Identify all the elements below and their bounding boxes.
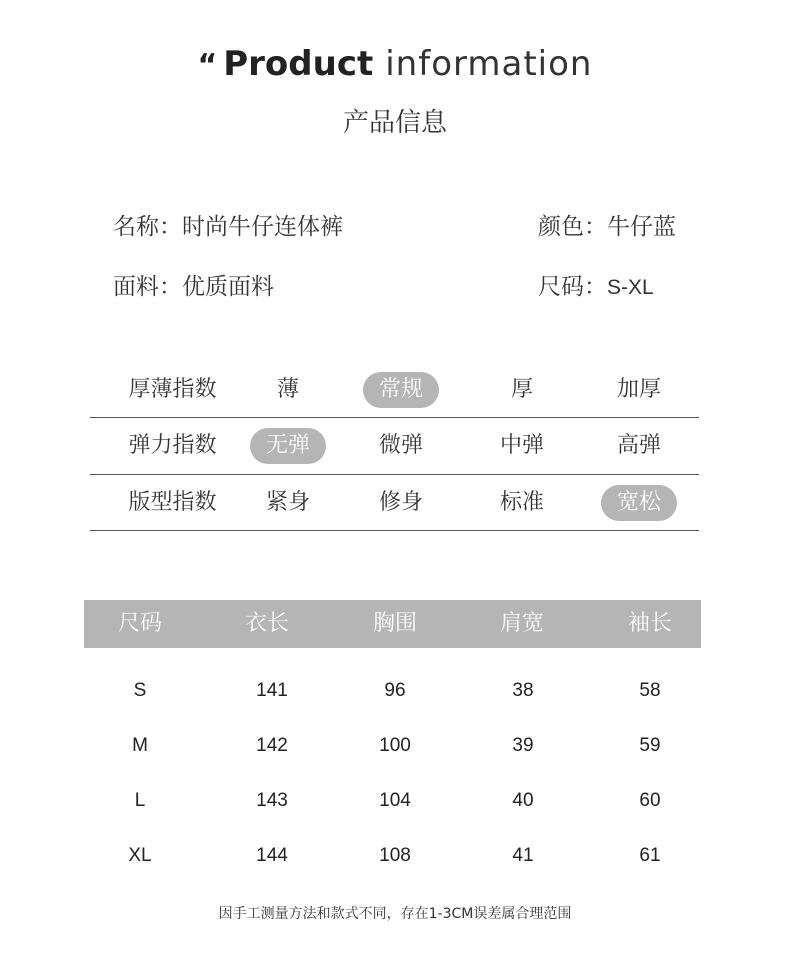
index-option: 紧身 bbox=[265, 490, 310, 515]
table-cell: 108 bbox=[379, 845, 411, 866]
index-option-selected: 宽松 bbox=[601, 485, 677, 521]
table-cell: M bbox=[132, 735, 148, 756]
table-cell: 60 bbox=[639, 790, 661, 811]
table-row bbox=[0, 845, 790, 869]
table-cell: 58 bbox=[639, 680, 661, 701]
table-cell: 41 bbox=[512, 845, 534, 866]
table-cell: 38 bbox=[512, 680, 534, 701]
measurement-note: 因手工测量方法和款式不同，存在1-3CM误差属合理范围 bbox=[218, 906, 572, 922]
table-row bbox=[0, 680, 790, 704]
size-header-cell: 肩宽 bbox=[499, 611, 544, 636]
index-row-elasticity bbox=[90, 418, 699, 474]
index-option: 修身 bbox=[378, 490, 423, 515]
index-label: 版型指数 bbox=[128, 490, 217, 515]
info-color: 颜色：牛仔蓝 bbox=[538, 214, 676, 240]
title-quote: “ bbox=[197, 48, 218, 83]
index-option: 高弹 bbox=[616, 433, 661, 458]
index-option-selected: 常规 bbox=[363, 372, 439, 408]
index-option: 标准 bbox=[499, 490, 544, 515]
size-header-cell: 尺码 bbox=[117, 611, 162, 636]
table-cell: 144 bbox=[256, 845, 288, 866]
table-cell: 142 bbox=[256, 735, 288, 756]
index-option-selected: 无弹 bbox=[250, 428, 326, 464]
index-label: 厚薄指数 bbox=[128, 377, 217, 402]
table-cell: S bbox=[133, 680, 147, 701]
info-size bbox=[538, 268, 654, 301]
size-table-header bbox=[84, 600, 701, 648]
table-cell: 143 bbox=[256, 790, 288, 811]
index-option: 微弹 bbox=[378, 433, 423, 458]
table-cell: 39 bbox=[512, 735, 534, 756]
info-size-value: S-XL bbox=[607, 276, 654, 299]
index-option: 厚 bbox=[510, 377, 533, 402]
index-option: 中弹 bbox=[499, 433, 544, 458]
table-row bbox=[0, 790, 790, 814]
info-name: 名称：时尚牛仔连体裤 bbox=[113, 214, 343, 240]
table-cell: 141 bbox=[256, 680, 288, 701]
index-row-fit bbox=[90, 475, 699, 531]
divider bbox=[90, 530, 699, 531]
index-option: 薄 bbox=[276, 377, 299, 402]
info-size-label: 尺码： bbox=[538, 274, 607, 300]
table-cell: 61 bbox=[639, 845, 661, 866]
table-row bbox=[0, 735, 790, 759]
info-fabric: 面料：优质面料 bbox=[113, 274, 274, 300]
table-cell: 100 bbox=[379, 735, 411, 756]
page-title bbox=[0, 44, 790, 84]
index-option: 加厚 bbox=[616, 377, 661, 402]
index-label: 弹力指数 bbox=[128, 433, 217, 458]
table-cell: L bbox=[134, 790, 146, 811]
page-subtitle: 产品信息 bbox=[342, 108, 447, 138]
size-header-cell: 衣长 bbox=[244, 611, 289, 636]
table-cell: 104 bbox=[379, 790, 411, 811]
size-header-cell: 胸围 bbox=[372, 611, 417, 636]
table-cell: XL bbox=[128, 845, 152, 866]
size-header-cell: 袖长 bbox=[627, 611, 672, 636]
table-cell: 59 bbox=[639, 735, 661, 756]
table-cell: 96 bbox=[384, 680, 406, 701]
table-cell: 40 bbox=[512, 790, 534, 811]
index-row-thickness bbox=[90, 362, 699, 418]
title-light: information bbox=[385, 44, 593, 84]
title-bold: Product bbox=[223, 44, 374, 84]
